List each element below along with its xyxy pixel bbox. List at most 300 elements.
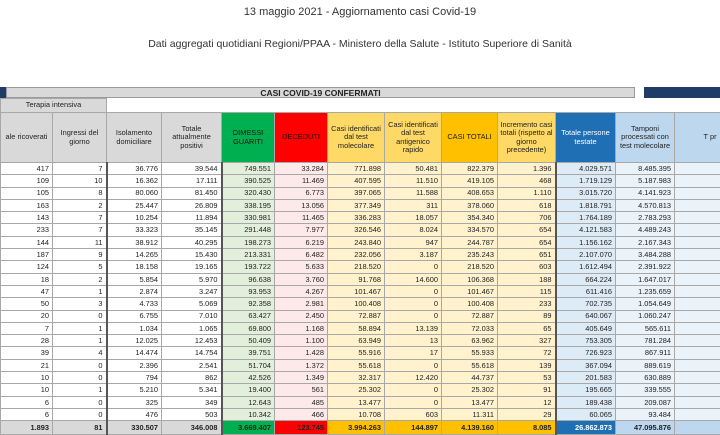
header-terapia-intensiva: Terapia intensiva — [1, 99, 107, 113]
table-cell: 213.331 — [222, 249, 275, 261]
table-cell: 26.862.873 — [556, 421, 616, 435]
table-cell: 2.107.070 — [556, 249, 616, 261]
table-cell: 2 — [53, 273, 107, 285]
table-cell: 749.551 — [222, 163, 275, 175]
table-cell: 5 — [53, 261, 107, 273]
table-cell: 91.768 — [328, 273, 385, 285]
table-cell: 63.962 — [442, 335, 498, 347]
table-cell: 354.340 — [442, 212, 498, 224]
table-cell: 1.647.017 — [616, 273, 675, 285]
table-cell: 7 — [53, 224, 107, 236]
table-cell: 8.085 — [498, 421, 556, 435]
table-cell: 4.267 — [275, 285, 328, 297]
table-cell: 243.840 — [328, 236, 385, 248]
table-cell: 33.323 — [107, 224, 162, 236]
table-cell: 11.469 — [275, 175, 328, 187]
table-cell: 2.450 — [275, 310, 328, 322]
table-cell: 4.141.923 — [616, 187, 675, 199]
table-cell: 105 — [1, 187, 53, 199]
table-cell: 0 — [53, 359, 107, 371]
table-cell: 36.776 — [107, 163, 162, 175]
table-cell: 100.408 — [442, 298, 498, 310]
table-cell: 468 — [498, 175, 556, 187]
table-cell: 3 — [53, 298, 107, 310]
table-cell: 11.465 — [275, 212, 328, 224]
table-cell-empty — [675, 384, 720, 396]
table-cell: 19.165 — [162, 261, 222, 273]
table-cell: 144 — [1, 236, 53, 248]
band-right-accent — [644, 87, 720, 98]
header-totale-ricoverati: ale ricoverati — [1, 113, 53, 163]
table-cell: 50.481 — [385, 163, 442, 175]
table-cell-empty — [675, 359, 720, 371]
table-cell: 377.349 — [328, 199, 385, 211]
table-cell: 18 — [1, 273, 53, 285]
table-cell-empty — [675, 322, 720, 334]
table-cell: 193.722 — [222, 261, 275, 273]
table-cell: 187 — [1, 249, 53, 261]
table-cell: 7 — [53, 212, 107, 224]
table-cell: 405.649 — [556, 322, 616, 334]
table-cell: 8.485.395 — [616, 163, 675, 175]
table-row — [1, 310, 720, 322]
table-cell: 3.669.407 — [222, 421, 275, 435]
table-cell: 195.665 — [556, 384, 616, 396]
table-row — [1, 347, 720, 359]
table-cell: 1.235.659 — [616, 285, 675, 297]
table-cell: 4.733 — [107, 298, 162, 310]
table-cell-empty — [675, 421, 720, 435]
table-cell: 603 — [498, 261, 556, 273]
table-cell: 91 — [498, 384, 556, 396]
table-cell: 5.069 — [162, 298, 222, 310]
table-cell: 100.408 — [328, 298, 385, 310]
table-cell: 6.755 — [107, 310, 162, 322]
table-cell: 640.067 — [556, 310, 616, 322]
table-cell: 32.317 — [328, 372, 385, 384]
table-cell: 72.887 — [328, 310, 385, 322]
table-cell: 2.541 — [162, 359, 222, 371]
table-cell: 139 — [498, 359, 556, 371]
table-row — [1, 224, 720, 236]
table-cell: 726.923 — [556, 347, 616, 359]
table-cell: 6.219 — [275, 236, 328, 248]
table-row — [1, 163, 720, 175]
table-cell: 12.453 — [162, 335, 222, 347]
table-row — [1, 212, 720, 224]
table-cell: 189.438 — [556, 396, 616, 408]
table-cell-empty — [675, 273, 720, 285]
table-cell-empty — [675, 310, 720, 322]
table-cell: 4.139.160 — [442, 421, 498, 435]
table-row — [1, 372, 720, 384]
table-cell: 93.484 — [616, 408, 675, 420]
table-cell: 706 — [498, 212, 556, 224]
table-cell: 407.595 — [328, 175, 385, 187]
table-cell: 1.893 — [1, 421, 53, 435]
table-cell: 0 — [53, 310, 107, 322]
table-cell: 42.526 — [222, 372, 275, 384]
table-cell: 408.653 — [442, 187, 498, 199]
table-cell: 53 — [498, 372, 556, 384]
table-cell: 4 — [53, 347, 107, 359]
table-cell: 390.525 — [222, 175, 275, 187]
table-cell: 0 — [385, 261, 442, 273]
table-row — [1, 384, 720, 396]
table-cell: 7 — [53, 163, 107, 175]
header-tamponi-molecolare: Tamponi processati con test molecolare — [616, 113, 675, 163]
table-cell: 11.510 — [385, 175, 442, 187]
table-row — [1, 285, 720, 297]
header-casi-antigenico: Casi identificati dal test antigenico rapido — [385, 113, 442, 163]
table-cell: 115 — [498, 285, 556, 297]
header-casi-totali: CASI TOTALI — [442, 113, 498, 163]
header-tamponi-extra: T pr — [675, 113, 720, 163]
table-cell: 1.054.649 — [616, 298, 675, 310]
table-cell: 244.787 — [442, 236, 498, 248]
table-cell: 20 — [1, 310, 53, 322]
table-cell: 55.916 — [328, 347, 385, 359]
table-cell: 58.894 — [328, 322, 385, 334]
table-cell: 25.447 — [107, 199, 162, 211]
table-row — [1, 359, 720, 371]
table-cell: 4.489.243 — [616, 224, 675, 236]
table-cell: 397.065 — [328, 187, 385, 199]
table-cell: 0 — [385, 396, 442, 408]
table-cell: 1 — [53, 384, 107, 396]
table-cell: 466 — [275, 408, 328, 420]
table-cell: 93.953 — [222, 285, 275, 297]
table-cell: 4.121.583 — [556, 224, 616, 236]
table-cell: 11.894 — [162, 212, 222, 224]
table-cell: 1.100 — [275, 335, 328, 347]
header-ingressi-giorno: Ingressi del giorno — [53, 113, 107, 163]
table-cell: 38.912 — [107, 236, 162, 248]
table-cell: 101.467 — [442, 285, 498, 297]
table-cell: 417 — [1, 163, 53, 175]
table-cell: 89 — [498, 310, 556, 322]
header-persone-testate: Totale persone testate — [556, 113, 616, 163]
table-cell: 12.025 — [107, 335, 162, 347]
table-cell: 19.400 — [222, 384, 275, 396]
header-dimessi-guariti: DIMESSI GUARITI — [222, 113, 275, 163]
table-cell: 69.800 — [222, 322, 275, 334]
table-cell-empty — [675, 372, 720, 384]
table-cell: 163 — [1, 199, 53, 211]
table-cell: 1.719.129 — [556, 175, 616, 187]
header-incremento: Incremento casi totali (rispetto al giorno precedente) — [498, 113, 556, 163]
table-cell-empty — [675, 187, 720, 199]
table-cell: 771.898 — [328, 163, 385, 175]
table-cell: 561 — [275, 384, 328, 396]
table-cell-empty — [675, 175, 720, 187]
table-cell: 72 — [498, 347, 556, 359]
table-row — [1, 175, 720, 187]
table-cell-empty — [675, 236, 720, 248]
table-cell: 654 — [498, 224, 556, 236]
table-cell: 630.889 — [616, 372, 675, 384]
table-cell: 2.167.343 — [616, 236, 675, 248]
table-cell: 233 — [498, 298, 556, 310]
table-cell: 862 — [162, 372, 222, 384]
table-cell: 781.284 — [616, 335, 675, 347]
table-cell: 4.570.813 — [616, 199, 675, 211]
table-cell: 8.024 — [385, 224, 442, 236]
table-cell: 11 — [53, 236, 107, 248]
table-cell-empty — [675, 249, 720, 261]
table-cell: 339.555 — [616, 384, 675, 396]
table-cell: 2.391.922 — [616, 261, 675, 273]
table-cell: 7.010 — [162, 310, 222, 322]
table-cell: 419.105 — [442, 175, 498, 187]
header-totale-positivi: Totale attualmente positivi — [162, 113, 222, 163]
table-cell: 14.600 — [385, 273, 442, 285]
table-cell: 9 — [53, 249, 107, 261]
table-cell: 60.065 — [556, 408, 616, 420]
table-cell: 5.633 — [275, 261, 328, 273]
confirmed-cases-band: CASI COVID-19 CONFERMATI — [6, 87, 635, 98]
report-title: 13 maggio 2021 - Aggiornamento casi Covid-19 — [0, 6, 720, 18]
table-cell: 0 — [385, 310, 442, 322]
table-cell: 63.949 — [328, 335, 385, 347]
table-cell: 17.111 — [162, 175, 222, 187]
table-cell: 16.362 — [107, 175, 162, 187]
table-cell: 2.396 — [107, 359, 162, 371]
table-cell: 5.187.983 — [616, 175, 675, 187]
table-row — [1, 396, 720, 408]
table-cell: 327 — [498, 335, 556, 347]
table-cell: 5.970 — [162, 273, 222, 285]
table-cell: 1 — [53, 322, 107, 334]
table-cell: 794 — [107, 372, 162, 384]
table-cell: 6 — [1, 396, 53, 408]
table-cell-empty — [675, 224, 720, 236]
table-cell: 101.467 — [328, 285, 385, 297]
table-cell-empty — [675, 347, 720, 359]
table-cell-empty — [675, 298, 720, 310]
table-cell: 0 — [53, 396, 107, 408]
table-cell: 47.095.876 — [616, 421, 675, 435]
table-cell: 1.110 — [498, 187, 556, 199]
table-cell: 1.034 — [107, 322, 162, 334]
table-cell: 15.430 — [162, 249, 222, 261]
table-cell: 3.015.720 — [556, 187, 616, 199]
table-cell: 330.981 — [222, 212, 275, 224]
table-cell: 476 — [107, 408, 162, 420]
table-cell: 233 — [1, 224, 53, 236]
table-cell: 201.583 — [556, 372, 616, 384]
table-cell: 35.145 — [162, 224, 222, 236]
table-cell: 1.396 — [498, 163, 556, 175]
table-cell: 123.745 — [275, 421, 328, 435]
table-cell: 7 — [1, 322, 53, 334]
table-cell: 10 — [1, 384, 53, 396]
table-row — [1, 261, 720, 273]
table-cell: 144.897 — [385, 421, 442, 435]
table-cell: 1.349 — [275, 372, 328, 384]
table-cell: 349 — [162, 396, 222, 408]
table-cell: 14.754 — [162, 347, 222, 359]
table-cell: 124 — [1, 261, 53, 273]
table-cell: 618 — [498, 199, 556, 211]
table-cell: 12.643 — [222, 396, 275, 408]
table-cell: 3.187 — [385, 249, 442, 261]
table-row — [1, 298, 720, 310]
table-cell-empty — [675, 396, 720, 408]
table-cell: 0 — [385, 285, 442, 297]
table-cell: 12 — [498, 396, 556, 408]
table-cell: 25.302 — [442, 384, 498, 396]
table-cell: 51.704 — [222, 359, 275, 371]
table-cell: 3.994.263 — [328, 421, 385, 435]
table-cell: 503 — [162, 408, 222, 420]
table-cell: 11.311 — [442, 408, 498, 420]
table-cell: 44.737 — [442, 372, 498, 384]
table-cell: 378.060 — [442, 199, 498, 211]
table-cell: 889.619 — [616, 359, 675, 371]
table-cell: 311 — [385, 199, 442, 211]
table-cell: 346.008 — [162, 421, 222, 435]
table-cell: 63.427 — [222, 310, 275, 322]
table-row — [1, 249, 720, 261]
table-cell: 7.977 — [275, 224, 328, 236]
table-cell: 0 — [53, 372, 107, 384]
header-isolamento: Isolamento domiciliare — [107, 113, 162, 163]
table-cell: 26.809 — [162, 199, 222, 211]
table-cell: 5.854 — [107, 273, 162, 285]
table-cell: 17 — [385, 347, 442, 359]
table-cell: 92.358 — [222, 298, 275, 310]
table-cell: 109 — [1, 175, 53, 187]
table-cell: 0 — [385, 384, 442, 396]
table-cell: 565.611 — [616, 322, 675, 334]
table-cell: 13.477 — [328, 396, 385, 408]
table-cell-empty — [675, 199, 720, 211]
table-cell: 72.887 — [442, 310, 498, 322]
table-row — [1, 199, 720, 211]
table-cell: 28 — [1, 335, 53, 347]
table-cell: 232.056 — [328, 249, 385, 261]
table-cell: 13 — [385, 335, 442, 347]
table-cell-empty — [675, 163, 720, 175]
table-cell: 29 — [498, 408, 556, 420]
table-row — [1, 236, 720, 248]
table-row — [1, 273, 720, 285]
table-cell: 8 — [53, 187, 107, 199]
header-deceduti: DECEDUTI — [275, 113, 328, 163]
table-cell: 367.094 — [556, 359, 616, 371]
table-cell: 651 — [498, 249, 556, 261]
table-cell: 72.033 — [442, 322, 498, 334]
table-cell: 325 — [107, 396, 162, 408]
table-cell: 291.448 — [222, 224, 275, 236]
table-cell: 867.911 — [616, 347, 675, 359]
table-cell: 1.372 — [275, 359, 328, 371]
table-cell: 10.342 — [222, 408, 275, 420]
table-cell: 39.544 — [162, 163, 222, 175]
table-cell: 3.484.288 — [616, 249, 675, 261]
table-cell: 702.735 — [556, 298, 616, 310]
table-cell: 10.708 — [328, 408, 385, 420]
table-cell: 33.284 — [275, 163, 328, 175]
table-cell: 654 — [498, 236, 556, 248]
table-cell: 55.618 — [442, 359, 498, 371]
table-cell: 330.507 — [107, 421, 162, 435]
table-cell: 50 — [1, 298, 53, 310]
table-cell: 25.302 — [328, 384, 385, 396]
table-cell: 1.168 — [275, 322, 328, 334]
covid-table — [0, 98, 720, 435]
table-cell: 188 — [498, 273, 556, 285]
table-cell: 485 — [275, 396, 328, 408]
table-cell: 198.273 — [222, 236, 275, 248]
table-cell-empty — [675, 212, 720, 224]
table-cell: 218.520 — [442, 261, 498, 273]
header-casi-molecolare: Casi identificati dal test molecolare — [328, 113, 385, 163]
table-cell: 1.060.247 — [616, 310, 675, 322]
table-cell: 18.057 — [385, 212, 442, 224]
table-cell: 40.295 — [162, 236, 222, 248]
table-cell: 2.783.293 — [616, 212, 675, 224]
table-cell: 13.477 — [442, 396, 498, 408]
table-cell: 1.156.162 — [556, 236, 616, 248]
table-row — [1, 187, 720, 199]
table-cell: 3.760 — [275, 273, 328, 285]
table-cell: 338.195 — [222, 199, 275, 211]
table-cell: 13.056 — [275, 199, 328, 211]
table-cell: 1.065 — [162, 322, 222, 334]
table-cell: 235.243 — [442, 249, 498, 261]
table-cell: 336.283 — [328, 212, 385, 224]
table-cell: 0 — [385, 359, 442, 371]
table-cell: 47 — [1, 285, 53, 297]
table-cell: 2.874 — [107, 285, 162, 297]
total-row — [1, 421, 720, 435]
table-cell: 2.981 — [275, 298, 328, 310]
table-cell: 10 — [1, 372, 53, 384]
table-cell: 14.474 — [107, 347, 162, 359]
table-cell: 11.588 — [385, 187, 442, 199]
table-cell: 1.764.189 — [556, 212, 616, 224]
table-cell: 1.612.494 — [556, 261, 616, 273]
table-cell: 81 — [53, 421, 107, 435]
table-cell: 218.520 — [328, 261, 385, 273]
table-cell: 10.254 — [107, 212, 162, 224]
table-cell: 2 — [53, 199, 107, 211]
table-cell: 209.087 — [616, 396, 675, 408]
table-cell: 326.546 — [328, 224, 385, 236]
table-cell: 143 — [1, 212, 53, 224]
table-row — [1, 408, 720, 420]
table-cell: 3.247 — [162, 285, 222, 297]
table-cell: 1.428 — [275, 347, 328, 359]
table-cell: 6.482 — [275, 249, 328, 261]
table-cell: 0 — [53, 408, 107, 420]
report-subtitle: Dati aggregati quotidiani Regioni/PPAA - Ministero della Salute - Istituto Superiore di Sanità — [0, 38, 720, 50]
table-cell: 947 — [385, 236, 442, 248]
table-cell: 21 — [1, 359, 53, 371]
table-cell: 6.773 — [275, 187, 328, 199]
table-cell: 39.751 — [222, 347, 275, 359]
table-cell: 1.818.791 — [556, 199, 616, 211]
table-cell: 4.029.571 — [556, 163, 616, 175]
table-cell: 80.060 — [107, 187, 162, 199]
table-cell: 320.430 — [222, 187, 275, 199]
table-cell-empty — [675, 261, 720, 273]
table-cell: 96.638 — [222, 273, 275, 285]
table-cell: 1 — [53, 285, 107, 297]
table-cell: 12.420 — [385, 372, 442, 384]
